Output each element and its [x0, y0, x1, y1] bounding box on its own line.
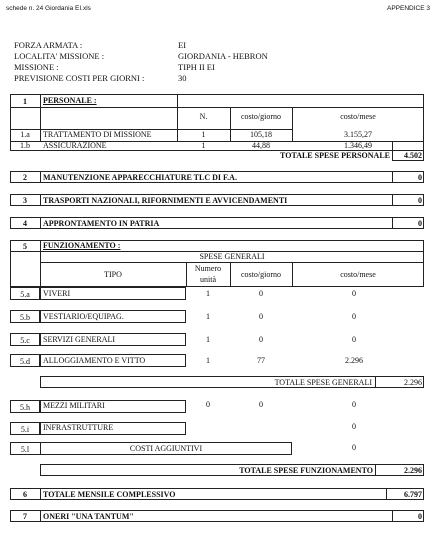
- row-month: 1.346,49: [344, 141, 372, 150]
- row-n: 1: [206, 356, 210, 365]
- section-2-value: 0: [418, 173, 422, 182]
- section-2-number: 2: [23, 173, 27, 182]
- row-desc: COSTI AGGIUNTIVI: [129, 444, 203, 453]
- section-6-number: 6: [23, 490, 27, 499]
- funzionamento-total-value: 2.296: [404, 466, 422, 475]
- section-5-number: 5: [23, 242, 27, 251]
- row-month: 0: [352, 422, 356, 431]
- info-label-localita: LOCALITA' MISSIONE :: [14, 51, 105, 61]
- row-desc: ASSICURAZIONE: [43, 141, 107, 150]
- col-day-header: costo/giorno: [241, 112, 281, 121]
- col-numero-header: Numero: [194, 264, 222, 273]
- row-day: 0: [259, 289, 263, 298]
- col-n-header: N.: [199, 112, 208, 121]
- row-month: 0: [352, 289, 356, 298]
- personale-total-label: TOTALE SPESE PERSONALE: [280, 151, 390, 160]
- section-4-number: 4: [23, 219, 27, 228]
- info-value-missione: TIPH II EI: [178, 62, 215, 72]
- row-n: 1: [201, 141, 206, 150]
- spese-generali-total-value: 2.296: [404, 378, 422, 387]
- row-desc: VESTIARIO/EQUIPAG.: [43, 312, 124, 321]
- info-value-localita: GIORDANIA - HEBRON: [178, 51, 268, 61]
- file-name: schede n. 24 Giordania EI.xls: [6, 5, 91, 12]
- row-day: 0: [259, 400, 263, 409]
- section-3-number: 3: [23, 196, 27, 205]
- col-unita-header: unità: [200, 275, 216, 284]
- section-4-value: 0: [418, 219, 422, 228]
- section-7-value: 0: [418, 512, 422, 521]
- info-value-giorni: 30: [178, 73, 187, 83]
- row-code: 1.a: [20, 130, 30, 139]
- section-1-title: PERSONALE :: [43, 96, 97, 105]
- row-month: 0: [352, 400, 356, 409]
- info-value-forza: EI: [178, 40, 187, 50]
- row-month: 2.296: [345, 356, 363, 365]
- funzionamento-total-label: TOTALE SPESE FUNZIONAMENTO: [239, 466, 373, 475]
- col-month-header: costo/mese: [340, 270, 376, 279]
- row-month: 3.155,27: [344, 130, 372, 139]
- col-day-header: costo/giorno: [241, 270, 281, 279]
- info-label-forza: FORZA ARMATA :: [14, 40, 83, 50]
- section-3-title: TRASPORTI NAZIONALI, RIFORNIMENTI E AVVICENDAMENTI: [43, 196, 288, 205]
- row-n: 1: [206, 312, 210, 321]
- row-code: 5.c: [20, 336, 30, 345]
- row-desc: VIVERI: [43, 289, 71, 298]
- row-month: 0: [352, 443, 356, 452]
- row-month: 0: [352, 335, 356, 344]
- section-4-title: APPRONTAMENTO IN PATRIA: [43, 219, 160, 228]
- row-desc: SERVIZI GENERALI: [43, 335, 116, 344]
- section-5-title: FUNZIONAMENTO :: [43, 241, 121, 250]
- row-code: 5.i: [20, 425, 30, 434]
- section-7-title: ONERI "UNA TANTUM": [43, 512, 134, 521]
- row-desc: ALLOGGIAMENTO E VITTO: [43, 356, 146, 365]
- row-n: 1: [206, 289, 210, 298]
- spese-generali-total-label: TOTALE SPESE GENERALI: [274, 378, 372, 387]
- row-day: 77: [257, 356, 265, 365]
- row-day: 105,18: [250, 130, 272, 139]
- spese-generali-header: SPESE GENERALI: [199, 252, 265, 261]
- row-desc: MEZZI MILITARI: [43, 401, 105, 410]
- row-desc: TRATTAMENTO DI MISSIONE: [43, 130, 152, 139]
- row-day: 0: [259, 335, 263, 344]
- section-6-title: TOTALE MENSILE COMPLESSIVO: [43, 490, 176, 499]
- row-desc: INFRASTRUTTURE: [43, 423, 114, 432]
- section-1-number: 1: [23, 97, 27, 106]
- row-code: 1.b: [20, 141, 30, 150]
- row-n: 1: [201, 130, 206, 139]
- info-label-giorni: PREVISIONE COSTI PER GIORNI :: [14, 73, 145, 83]
- section-6-value: 6.797: [404, 490, 422, 499]
- col-tipo-header: TIPO: [104, 270, 122, 279]
- row-code: 5.a: [20, 290, 30, 299]
- row-n: 1: [206, 335, 210, 344]
- personale-total-value: 4.502: [404, 151, 422, 160]
- section-2-title: MANUTENZIONE APPARECCHIATURE TLC DI F.A.: [43, 173, 237, 182]
- row-code: 5.d: [20, 357, 30, 366]
- section-3-value: 0: [418, 196, 422, 205]
- row-code: 5.l: [20, 445, 30, 454]
- row-day: 0: [259, 312, 263, 321]
- info-label-missione: MISSIONE :: [14, 62, 59, 72]
- section-7-number: 7: [23, 512, 27, 521]
- row-code: 5.b: [20, 313, 30, 322]
- row-month: 0: [352, 312, 356, 321]
- row-n: 0: [206, 400, 210, 409]
- appendix-label: APPENDICE 3: [387, 5, 430, 12]
- row-day: 44,88: [252, 141, 270, 150]
- row-code: 5.h: [20, 403, 30, 412]
- col-month-header: costo/mese: [340, 112, 376, 121]
